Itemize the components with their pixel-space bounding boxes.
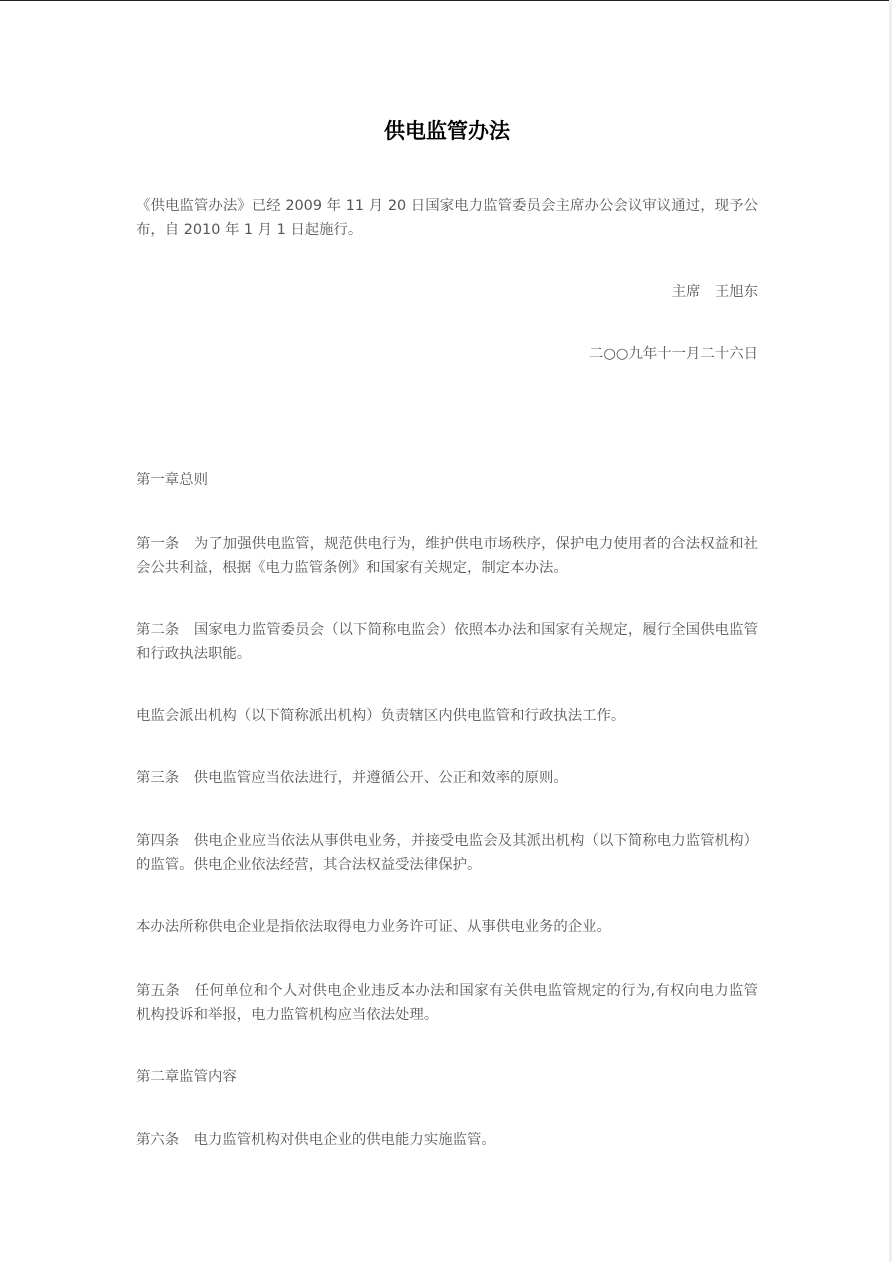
intro-paragraph: 《供电监管办法》已经 2009 年 11 月 20 日国家电力监管委员会主席办公会议审议通过，现予公布，自 2010 年 1 月 1 日起施行。 [136,198,758,238]
chapter-2-heading: 第二章监管内容 [136,1069,237,1085]
chapter-1-heading: 第一章总则 [136,472,208,488]
article-1: 第一条 为了加强供电监管，规范供电行为，维护供电市场秩序，保护电力使用者的合法权益和社会公共利益，根据《电力监管条例》和国家有关规定，制定本办法。 [136,536,758,576]
article-2-paragraph-2: 电监会派出机构（以下简称派出机构）负责辖区内供电监管和行政执法工作。 [136,708,626,724]
article-3: 第三条 供电监管应当依法进行，并遵循公开、公正和效率的原则。 [136,770,568,786]
date-line: 二○○九年十一月二十六日 [588,346,758,362]
article-4-paragraph-2: 本办法所称供电企业是指依法取得电力业务许可证、从事供电业务的企业。 [136,919,611,935]
article-2: 第二条 国家电力监管委员会（以下简称电监会）依照本办法和国家有关规定，履行全国供电监管和行政执法职能。 [136,622,758,662]
top-border-line [0,0,892,1]
article-5: 第五条 任何单位和个人对供电企业违反本办法和国家有关供电监管规定的行为,有权向电力监管机构投诉和举报，电力监管机构应当依法处理。 [136,983,758,1023]
document-title: 供电监管办法 [384,118,510,143]
signature-line: 主席 王旭东 [671,284,758,300]
article-6: 第六条 电力监管机构对供电企业的供电能力实施监管。 [136,1132,496,1148]
article-4: 第四条 供电企业应当依法从事供电业务，并接受电监会及其派出机构（以下简称电力监管机构）的监管。供电企业依法经营，其合法权益受法律保护。 [136,833,758,873]
